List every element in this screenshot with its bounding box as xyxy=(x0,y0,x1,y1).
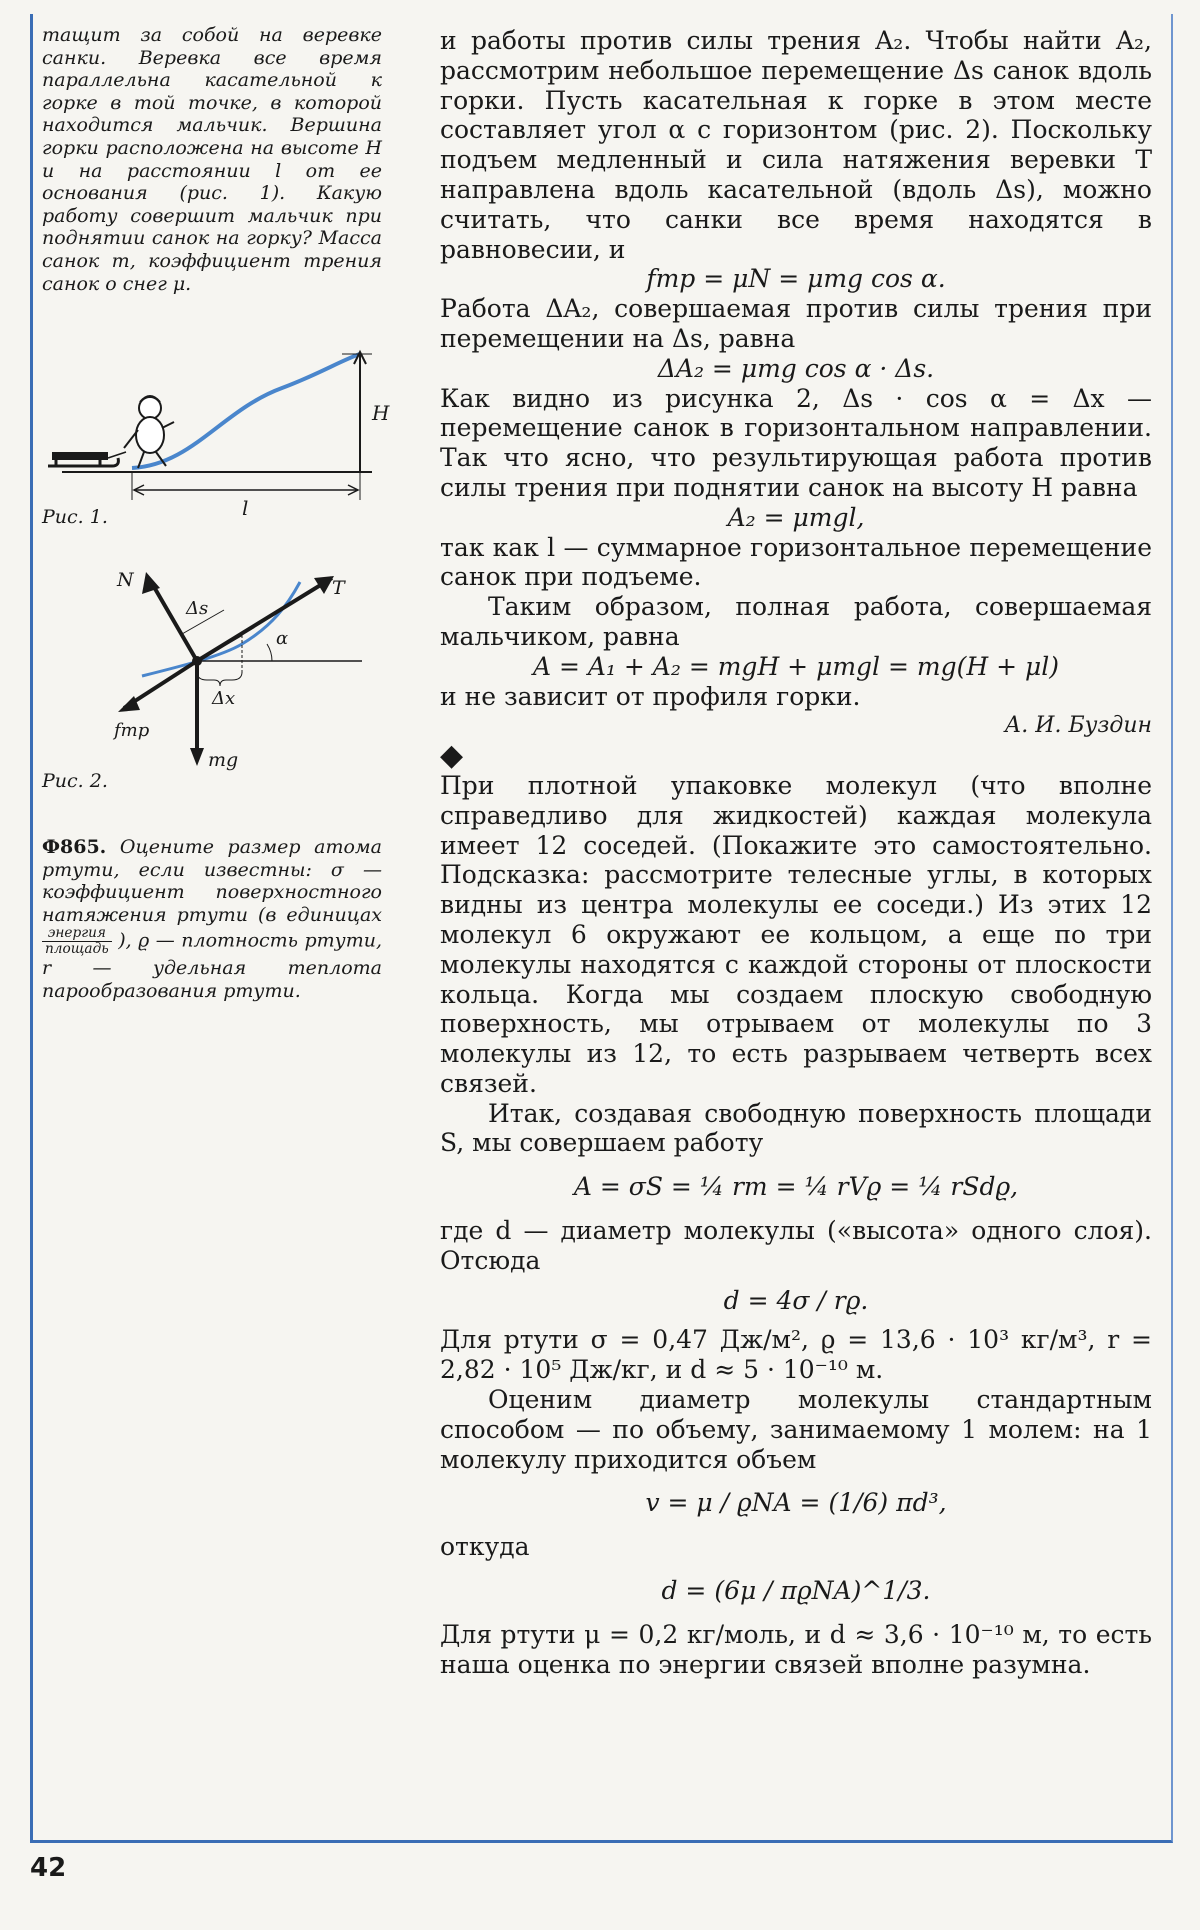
para-13: Для ртути μ = 0,2 кг/моль, и d ≈ 3,6 · 10⁻¹⁰ м, то есть наша оценка по энергии связей вполне разумна. xyxy=(440,1619,1152,1679)
label-mg: mg xyxy=(208,749,239,771)
para-11: Оценим диаметр молекулы стандартным способом — по объему, занимаемому 1 молем: на 1 молекулу приходится объем xyxy=(440,1385,1152,1474)
figure-1 xyxy=(42,340,390,520)
boy-icon xyxy=(124,396,174,468)
figure-2 xyxy=(42,556,382,776)
label-H: H xyxy=(372,401,390,425)
label-ftr: fтр xyxy=(114,720,150,741)
formula-total-work: A = A₁ + A₂ = mgH + μmgl = mg(H + μl) xyxy=(533,651,1059,681)
frac-num: энергия xyxy=(42,926,112,942)
sled-icon xyxy=(48,452,126,466)
right-column xyxy=(440,26,1152,1679)
para-3: Как видно из рисунка 2, Δs · cos α = Δx — перемещение санок в горизонтальном направлении. Так что ясно, что результирующая работа против силы трения при поднятии санок на высоту H равна xyxy=(440,383,1152,502)
para-6: и не зависит от профиля горки. xyxy=(440,681,861,711)
frac-den: площадь xyxy=(45,941,109,958)
label-l: l xyxy=(242,496,249,520)
fig1-caption: Рис. 1. xyxy=(42,506,108,528)
problem-intro: тащит за собой на веревке санки. Веревка все время параллельна касательной к горке в той точке, в которой находится мальчик. Вершина горки расположена на высоте H и на расстоянии l от ее основания (рис. 1). Какую работу совершит мальчик при поднятии санок на горку? Масса санок m, коэффициент трения санок о снег μ. xyxy=(42,24,382,295)
label-ds: Δs xyxy=(186,598,209,619)
label-dx: Δx xyxy=(212,688,236,709)
formula-surface-work: A = σS = ¼ rm = ¼ rVϱ = ¼ rSdϱ, xyxy=(573,1172,1019,1202)
para-12: откуда xyxy=(440,1532,530,1562)
formula-friction: fтр = μN = μmg cos α. xyxy=(646,264,946,294)
formula-d: d = 4σ / rϱ. xyxy=(723,1285,869,1315)
para-10: Для ртути σ = 0,47 Дж/м², ϱ = 13,6 · 10³ кг/м³, r = 2,82 · 10⁵ Дж/кг, и d ≈ 5 · 10⁻¹⁰ м. xyxy=(440,1325,1152,1385)
problem-f865 xyxy=(42,836,382,1003)
fig2-caption: Рис. 2. xyxy=(42,770,108,792)
formula-volume: v = μ / ϱNA = (1/6) πd³, xyxy=(645,1488,947,1518)
page-number: 42 xyxy=(30,1853,67,1883)
label-N: N xyxy=(117,569,134,591)
normal-arrow xyxy=(150,580,197,661)
problem-text-b: ), ϱ — плотность ртути, r — удельная теплота парообразования ртути. xyxy=(42,929,382,1003)
diamond-separator: ◆ xyxy=(440,738,464,774)
para-8: Итак, создавая свободную поверхность площади S, мы совершаем работу xyxy=(440,1098,1152,1158)
hill-curve xyxy=(132,354,360,468)
para-1: и работы против силы трения A₂. Чтобы найти A₂, рассмотрим небольшое перемещение Δs санок вдоль горки. Пусть касательная к горке в этом месте составляет угол α с горизонтом (рис. 2). Поскольку подъем медленный и сила натяжения веревки T направлена вдоль касательной (вдоль Δs), можно считать, что санки все время находятся в равновесии, и xyxy=(440,26,1152,264)
unit-fraction xyxy=(42,926,112,957)
para-5: Таким образом, полная работа, совершаемая мальчиком, равна xyxy=(440,592,1152,651)
label-T: T xyxy=(332,577,345,599)
problem-id: Ф865. xyxy=(42,836,107,858)
formula-dA2: ΔA₂ = μmg cos α · Δs. xyxy=(657,353,935,383)
para-2: Работа ΔA₂, совершаемая против силы трения при перемещении на Δs, равна xyxy=(440,294,1152,353)
para-9: где d — диаметр молекулы («высота» одного слоя). Отсюда xyxy=(440,1216,1152,1275)
author-signature: А. И. Буздин xyxy=(1004,713,1152,739)
label-alpha: α xyxy=(276,628,289,649)
para-7: При плотной упаковке молекул (что вполне справедливо для жидкостей) каждая молекула имеет 12 соседей. (Покажите это самостоятельно. Подсказка: рассмотрите телесные углы, в которых видны из центра молекулы ее соседи.) Из этих 12 молекул 6 окружают ее кольцом, а еще по три молекулы находятся с каждой стороны от плоскости кольца. Когда мы создаем плоскую свободную поверхность, мы отрываем от молекулы по 3 молекулы из 12, то есть разрываем четверть всех связей. xyxy=(440,770,1152,1098)
para-4: так как l — суммарное горизонтальное перемещение санок при подъеме. xyxy=(440,532,1152,592)
formula-d-volume: d = (6μ / πϱNA)^1/3. xyxy=(661,1576,931,1606)
problem-text-a: Оцените размер атома ртути, если известны: σ — коэффициент поверхностного натяжения ртути (в единицах xyxy=(42,836,382,926)
formula-A2: A₂ = μmgl, xyxy=(727,502,865,532)
left-column xyxy=(42,24,382,295)
